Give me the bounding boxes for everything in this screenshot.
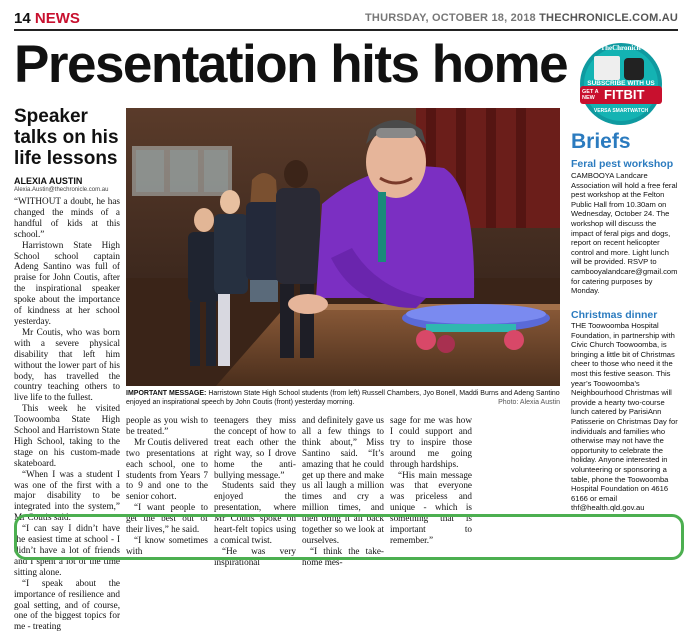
header-rule xyxy=(14,29,678,31)
brief-heading: Christmas dinner xyxy=(571,309,658,321)
page-header xyxy=(14,8,678,30)
paragraph: Mr Coutis, who was born with a severe physical disability that left him without the lower part of his body, has travelled the country teaching others to live life to the fullest. xyxy=(14,326,120,403)
brief-body: THE Toowoomba Hospital Foundation, in partnership with Civic Church Toowoomba, is bringing a little bit of Christmas cheer to those who need it the most this festive season. This year’s Toowoomba’s Neighbourhood Christmas will provide a hearty two-course lunch catered by ParisiAnn Patisserie on Christmas Day for individuals and families who otherwise may not have the opportunity to celebrate the holiday. Anyone interested in volunteering or sponsoring a table, phone the Toowoomba Hospital Foundation on 4616 6166 or email thf@health.qld.gov.au xyxy=(571,321,678,513)
caption-text: Harristown State High School students (from left) Russell Chambers, Jyo Bonell, Maddi Burns and Adeng Santino enjoyed an inspirational speech by John Coutis (front) yesterday morning. xyxy=(126,390,560,406)
article-column-1 xyxy=(14,196,120,632)
paragraph: people as you wish to be treated.” xyxy=(126,415,208,436)
paragraph: Harristown State High School school captain Adeng Santino was full of praise for John Coutis, after the inspirational speaker spoke about the importance of kindness at her school yesterday. xyxy=(14,239,120,326)
paragraph: “He was very inspirational xyxy=(214,545,296,567)
paragraph: sage for me was how I could support and try to inspire those around me going through hardships. xyxy=(390,415,472,469)
site-link[interactable]: THECHRONICLE.COM.AU xyxy=(539,12,678,24)
subheadline: Speaker talks on his life lessons xyxy=(14,106,119,169)
bottom-feature-box xyxy=(14,514,684,560)
paragraph: “I want people to get the best out of their lives,” he said. xyxy=(126,502,208,535)
dateline xyxy=(365,12,678,24)
paragraph: and definitely gave us all a few things to think about,” Miss Santino said. “It’s amazing that he could get up there and make us all laugh a million times and cry a million times, and then bring it all back together so we look at ourselves. xyxy=(302,415,384,545)
paragraph: Mr Coutis delivered two presentations at each school, one to students from Years 7 to 9 and one to the senior cohort. xyxy=(126,436,208,502)
photo-illustration xyxy=(126,108,560,386)
date-text: THURSDAY, OCTOBER 18, 2018 xyxy=(365,12,536,24)
photo-credit: Photo: Alexia Austin xyxy=(498,399,560,406)
promo-subscribe: SUBSCRIBE WITH US xyxy=(587,80,655,87)
headline: Presentation hits home xyxy=(14,35,568,94)
promo-product: FITBIT xyxy=(604,87,645,102)
briefs-title: Briefs xyxy=(571,130,631,153)
promo-get-new: GET A NEW xyxy=(582,89,599,101)
section-label: NEWS xyxy=(34,10,80,27)
paragraph: teenagers they miss the concept of how to treat each other the right way, so I drove home the anti-bullying message.” xyxy=(214,415,296,480)
promo-model: VERSA SMARTWATCH xyxy=(593,108,649,114)
brief-heading: Feral pest workshop xyxy=(571,158,674,170)
paragraph: “I can say I didn’t have the easiest time at school - I didn’t have a lot of friends and I spent a lot of the time sitting alone. xyxy=(14,523,120,577)
byline-author: ALEXIA AUSTIN xyxy=(14,176,83,186)
paragraph: “I speak about the importance of resilience and goal setting, and of course, one of the biggest topics for me - treating xyxy=(14,577,120,632)
byline-email[interactable]: Alexia.Austin@thechronicle.com.au xyxy=(14,187,109,193)
paragraph: “I think the take-home mes- xyxy=(302,545,384,567)
brief-body: CAMBOOYA Landcare Association will hold a free feral pest workshop at the Felton Public Hall from 10.30am on Wednesday, October 24. The workshop will discuss the impact of feral pigs and dogs, report on recent helicopter control and more. Light lunch will be provided. RSVP to cambooyalandcare@gmail.com for catering purposes by Monday. xyxy=(571,171,678,296)
paragraph: “His main message was that everyone was priceless and unique - which is something that is important to remember.” xyxy=(390,469,472,545)
page-number xyxy=(14,10,80,27)
paragraph: “When I was a student I was one of the first with a major disability to be integrated into the system,” Mr Coutis said. xyxy=(14,468,120,523)
page-number-value: 14 xyxy=(14,10,31,27)
photo-caption xyxy=(126,389,560,407)
paragraph: This week he visited Toowoomba State High School and Harristown State High School, taking to the stage on his custom-made skateboard. xyxy=(14,403,120,468)
paragraph: Students said they enjoyed the presentation, where Mr Coutis spoke on heart-felt topics using a comical twist. xyxy=(214,480,296,545)
caption-lead: IMPORTANT MESSAGE: xyxy=(126,390,207,397)
promo-brand: TheChronicle xyxy=(600,44,642,52)
paragraph: “I know sometimes with xyxy=(126,534,208,556)
subscription-promo[interactable] xyxy=(566,42,676,126)
paragraph: “WITHOUT a doubt, he has changed the minds of a handful of kids at this school.” xyxy=(14,196,120,239)
article-photo xyxy=(126,108,560,386)
